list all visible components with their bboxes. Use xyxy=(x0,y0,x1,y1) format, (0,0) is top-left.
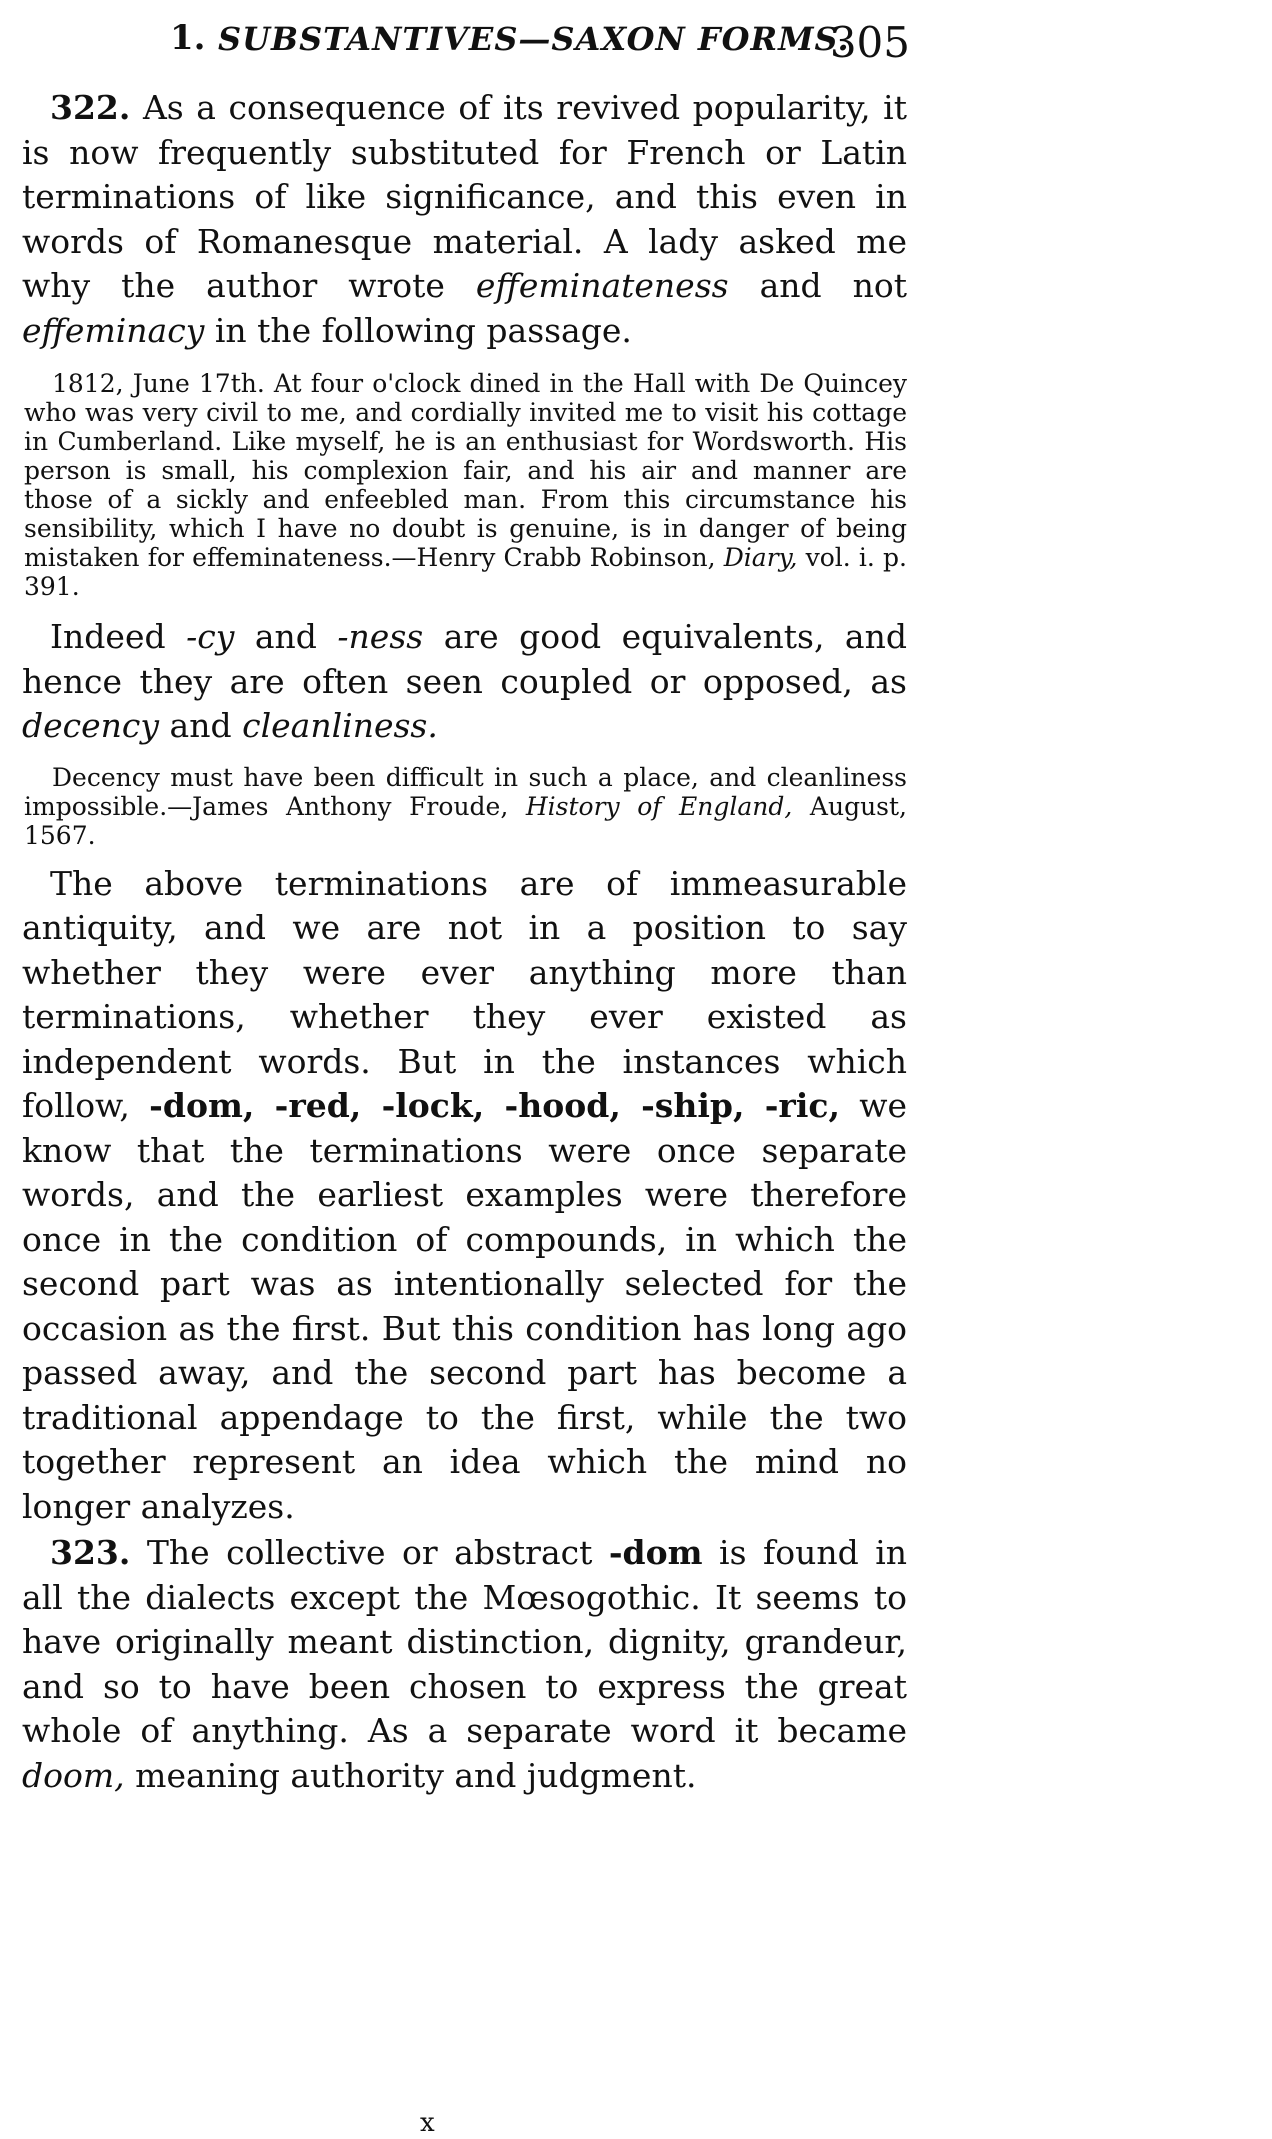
signature-mark: x xyxy=(420,2108,435,2138)
page-number: 305 xyxy=(829,18,910,67)
italic-term: effeminateness xyxy=(475,266,729,305)
work-title: History of England, xyxy=(525,791,793,821)
italic-term: decency xyxy=(22,706,160,745)
text: we know that the terminations were once separate words, and the earliest examples were therefore once in the condition of compounds, in which the second part was as intentionally selected for the occasion as the first. But this condition has long ago passed away, and the second part has become a traditional appendage to the first, while the two together represent an idea which the mind no longer analyzes. xyxy=(22,1086,907,1526)
indeed-paragraph xyxy=(22,615,907,749)
quote-text: 1812, June 17th. At four o'clock dined in the Hall with De Quincey who was very civil to me, and cordially invited me to visit his cottage in Cumberland. Like myself, he is an enthusiast for Wordsworth. His person is small, his complexion fair, and his air and manner are those of a sickly and enfeebled man. From this circumstance his sensibility, which I have no doubt is genuine, is in danger of being mistaken for effeminateness.—Henry Crabb Robinson, xyxy=(24,369,907,572)
italic-term: cleanliness. xyxy=(242,706,438,745)
quote-text: Decency must have been difficult in such a place, and cleanliness impossible.—James Anthony Froude, xyxy=(24,762,907,821)
quote-citation: August, 1567. xyxy=(24,791,907,850)
text: The above terminations are of immeasurable antiquity, and we are not in a position to say whether they were ever anything more than terminations, whether they ever existed as independent words. But in the instances which follow, xyxy=(22,863,907,1125)
italic-suffix: -ness xyxy=(337,617,424,656)
text: The collective or abstract xyxy=(130,1533,609,1572)
italic-suffix: -cy xyxy=(186,617,235,656)
chapter-number: 1. xyxy=(170,18,206,58)
terminations-paragraph xyxy=(22,862,907,1530)
text: is found in all the dialects except the Mœsogothic. It seems to have originally meant distinction, dignity, grandeur, and so to have been chosen to express the great whole of anything. As a separate word it became xyxy=(22,1533,908,1750)
section-323-paragraph xyxy=(22,1531,907,1798)
work-title: Diary, xyxy=(723,543,798,572)
text: in the following passage. xyxy=(204,310,632,350)
italic-term: effeminacy xyxy=(22,310,205,350)
text: and xyxy=(159,706,243,745)
bold-suffix: -dom xyxy=(608,1533,703,1572)
section-number: 323. xyxy=(50,1533,131,1572)
text: meaning authority and judgment. xyxy=(124,1755,697,1795)
section-number: 322. xyxy=(50,88,131,127)
page-body xyxy=(22,80,907,1798)
text: and not xyxy=(728,266,907,305)
froude-quotation xyxy=(24,763,907,850)
text: Indeed xyxy=(50,617,187,656)
text: and xyxy=(234,617,338,656)
italic-term: doom, xyxy=(22,1755,125,1795)
running-header xyxy=(170,18,910,78)
section-322-paragraph xyxy=(22,86,907,353)
robinson-quotation xyxy=(24,369,907,601)
text: As a consequence of its revived popularity, it is now frequently substituted for French or Latin terminations of like significance, and this even in words of Romanesque material. A lady asked me why the author wrote xyxy=(22,88,907,305)
running-title: SUBSTANTIVES—SAXON FORMS. xyxy=(218,20,850,58)
text: are good equivalents, and hence they are often seen coupled or opposed, as xyxy=(22,617,907,701)
bold-suffix-list: -dom, -red, -lock, -hood, -ship, -ric, xyxy=(149,1086,840,1125)
quote-citation: vol. i. p. 391. xyxy=(24,543,907,601)
